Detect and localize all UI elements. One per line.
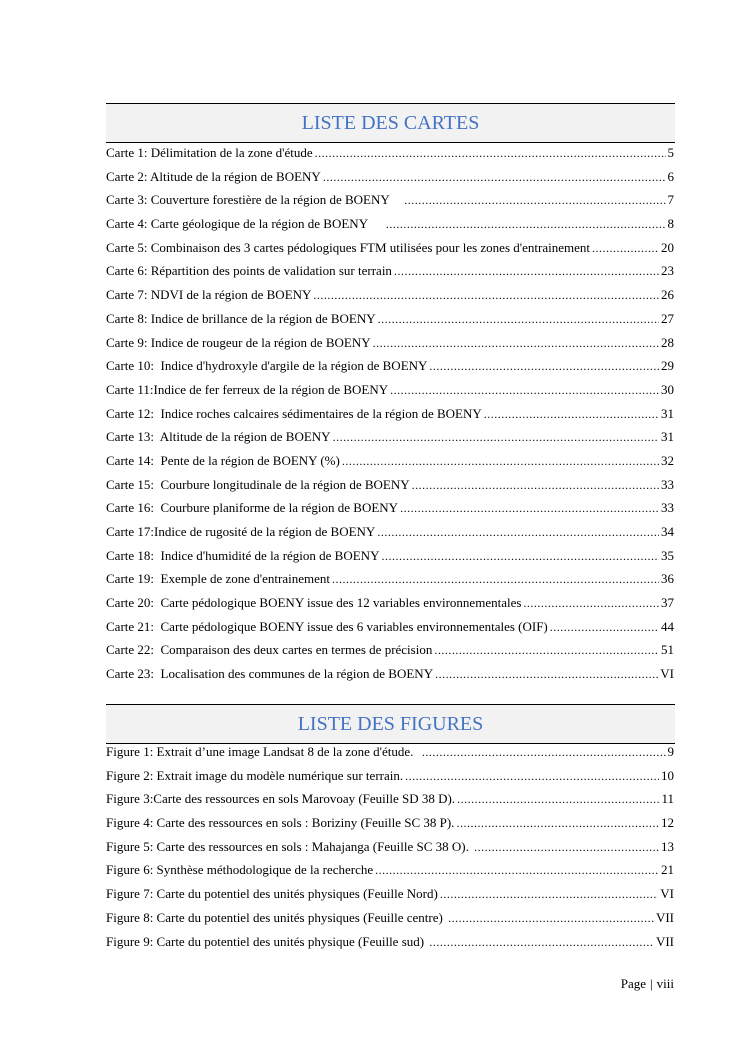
- carte-entry[interactable]: [106, 544, 674, 568]
- figure-entry[interactable]: [106, 858, 674, 882]
- entry-page-number[interactable]: 11: [661, 791, 674, 807]
- entry-label[interactable]: Carte 9: Indice de rougeur de la région de BOENY: [106, 334, 371, 350]
- dot-leader: [457, 788, 659, 811]
- carte-entry[interactable]: [106, 662, 674, 686]
- entry-page-number[interactable]: 21: [661, 862, 674, 878]
- figure-entry[interactable]: [106, 740, 674, 764]
- dot-leader: [523, 592, 659, 615]
- entry-page-number[interactable]: 30: [661, 381, 674, 397]
- carte-entry[interactable]: [106, 638, 674, 662]
- dot-leader: [484, 403, 659, 426]
- dot-leader: [381, 545, 659, 568]
- dot-leader: [412, 474, 659, 497]
- dot-leader: [404, 189, 665, 212]
- entry-page-number[interactable]: 28: [661, 334, 674, 350]
- dot-leader: [323, 166, 666, 189]
- entry-page-number[interactable]: 6: [667, 168, 674, 184]
- entry-label[interactable]: Carte 4: Carte géologique de la région de BOENY: [106, 216, 384, 232]
- entry-label[interactable]: Carte 2: Altitude de la région de BOENY: [106, 168, 321, 184]
- entry-page-number[interactable]: 51: [661, 642, 674, 658]
- entry-page-number[interactable]: 27: [661, 310, 674, 326]
- carte-entry[interactable]: [106, 259, 674, 283]
- figure-entry[interactable]: [106, 906, 674, 930]
- carte-entry[interactable]: [106, 165, 674, 189]
- dot-leader: [332, 568, 659, 591]
- entry-label[interactable]: Figure 1: Extrait d’une image Landsat 8 de la zone d'étude.: [106, 744, 420, 759]
- entry-label[interactable]: Carte 6: Répartition des points de validation sur terrain: [106, 263, 392, 279]
- carte-entry[interactable]: [106, 496, 674, 520]
- entry-label[interactable]: Carte 20: Carte pédologique BOENY issue des 12 variables environnementales: [106, 595, 522, 611]
- dot-leader: [422, 741, 666, 764]
- entry-label[interactable]: Carte 21: Carte pédologique BOENY issue des 6 variables environnementales (OIF): [106, 618, 548, 634]
- entry-label[interactable]: Carte 10: Indice d'hydroxyle d'argile de la région de BOENY: [106, 358, 428, 374]
- dot-leader: [448, 907, 654, 930]
- cartes-list: [106, 141, 674, 686]
- entry-label[interactable]: Carte 15: Courbure longitudinale de la région de BOENY: [106, 476, 410, 492]
- entry-label[interactable]: Figure 3:Carte des ressources en sols Marovoay (Feuille SD 38 D).: [106, 791, 456, 807]
- dot-leader: [429, 931, 654, 954]
- dot-leader: [333, 426, 659, 449]
- entry-label[interactable]: Carte 18: Indice d'humidité de la région de BOENY: [106, 547, 380, 563]
- entry-label[interactable]: Carte 19: Exemple de zone d'entrainement: [106, 571, 330, 587]
- dot-leader: [390, 379, 659, 402]
- entry-page-number[interactable]: 7: [667, 192, 674, 208]
- entry-page-number[interactable]: 36: [661, 571, 674, 587]
- entry-label[interactable]: Carte 8: Indice de brillance de la région de BOENY: [106, 310, 376, 326]
- dot-leader: [394, 260, 659, 283]
- entry-page-number[interactable]: 20: [661, 239, 674, 255]
- entry-page-number[interactable]: 8: [667, 216, 674, 232]
- dot-leader: [375, 859, 659, 882]
- entry-label[interactable]: Carte 3: Couverture forestière de la région de BOENY: [106, 192, 403, 208]
- entry-page-number[interactable]: 44: [661, 618, 674, 634]
- entry-label[interactable]: Carte 23: Localisation des communes de la région de BOENY: [106, 666, 434, 682]
- dot-leader: [373, 332, 659, 355]
- entry-label[interactable]: Carte 22: Comparaison des deux cartes en termes de précision: [106, 642, 433, 658]
- entry-page-number[interactable]: 9: [667, 744, 674, 759]
- entry-page-number[interactable]: 12: [661, 815, 674, 831]
- dot-leader: [456, 812, 659, 835]
- entry-label[interactable]: Carte 14: Pente de la région de BOENY (%): [106, 452, 340, 468]
- entry-page-number[interactable]: 10: [661, 767, 674, 783]
- carte-entry[interactable]: [106, 567, 674, 591]
- entry-label[interactable]: Carte 12: Indice roches calcaires sédimentaires de la région de BOENY: [106, 405, 482, 421]
- entry-page-number[interactable]: VI: [660, 886, 674, 902]
- entry-page-number[interactable]: 29: [661, 358, 674, 374]
- figure-entry[interactable]: [106, 787, 674, 811]
- entry-page-number[interactable]: VII: [655, 909, 674, 925]
- entry-label[interactable]: Figure 8: Carte du potentiel des unités physiques (Feuille centre): [106, 909, 447, 925]
- figures-heading: LISTE DES FIGURES: [106, 704, 675, 744]
- entry-label[interactable]: Carte 5: Combinaison des 3 cartes pédologiques FTM utilisées pour les zones d'entrainement: [106, 239, 590, 255]
- entry-page-number[interactable]: 35: [661, 547, 674, 563]
- entry-page-number[interactable]: 31: [661, 405, 674, 421]
- entry-label[interactable]: Figure 4: Carte des ressources en sols : Boriziny (Feuille SC 38 P).: [106, 815, 455, 831]
- entry-label[interactable]: Figure 2: Extrait image du modèle numérique sur terrain.: [106, 767, 404, 783]
- entry-page-number[interactable]: VII: [655, 933, 674, 949]
- dot-leader: [342, 450, 659, 473]
- entry-page-number[interactable]: 33: [661, 476, 674, 492]
- dot-leader: [378, 308, 659, 331]
- dot-leader: [550, 616, 659, 639]
- dot-leader: [434, 639, 659, 662]
- entry-page-number[interactable]: 5: [667, 145, 674, 160]
- carte-entry[interactable]: [106, 354, 674, 378]
- dot-leader: [474, 836, 659, 859]
- entry-label[interactable]: Carte 11:Indice de fer ferreux de la région de BOENY: [106, 381, 389, 397]
- carte-entry[interactable]: [106, 331, 674, 355]
- carte-entry[interactable]: [106, 591, 674, 615]
- dot-leader: [429, 355, 659, 378]
- entry-page-number[interactable]: 26: [661, 287, 674, 303]
- dot-leader: [440, 883, 658, 906]
- carte-entry[interactable]: [106, 402, 674, 426]
- entry-label[interactable]: Carte 7: NDVI de la région de BOENY: [106, 287, 312, 303]
- entry-page-number[interactable]: 23: [661, 263, 674, 279]
- carte-entry[interactable]: [106, 615, 674, 639]
- carte-entry[interactable]: [106, 188, 674, 212]
- cartes-heading: LISTE DES CARTES: [106, 103, 675, 143]
- footer-page-number: viii: [656, 976, 674, 991]
- dot-leader: [386, 213, 666, 236]
- carte-entry[interactable]: [106, 425, 674, 449]
- entry-label[interactable]: Figure 9: Carte du potentiel des unités physique (Feuille sud): [106, 933, 428, 949]
- dot-leader: [435, 663, 658, 686]
- carte-entry[interactable]: [106, 378, 674, 402]
- entry-page-number[interactable]: 31: [661, 429, 674, 445]
- footer-page-word: Page: [620, 976, 647, 991]
- dot-leader: [377, 521, 659, 544]
- figure-entry[interactable]: [106, 882, 674, 906]
- carte-entry[interactable]: [106, 307, 674, 331]
- carte-entry[interactable]: [106, 236, 674, 260]
- entry-page-number[interactable]: 33: [661, 500, 674, 516]
- entry-page-number[interactable]: VI: [660, 666, 674, 682]
- entry-page-number[interactable]: 37: [661, 595, 674, 611]
- carte-entry[interactable]: [106, 449, 674, 473]
- entry-page-number[interactable]: 34: [661, 524, 674, 539]
- figure-entry[interactable]: [106, 930, 674, 954]
- entry-label[interactable]: Figure 7: Carte du potentiel des unités physiques (Feuille Nord): [106, 886, 438, 902]
- dot-leader: [400, 497, 659, 520]
- carte-entry[interactable]: [106, 141, 674, 165]
- carte-entry[interactable]: [106, 212, 674, 236]
- dot-leader: [315, 142, 666, 165]
- dot-leader: [405, 765, 659, 788]
- entry-label[interactable]: Carte 13: Altitude de la région de BOENY: [106, 429, 331, 445]
- entry-label[interactable]: Carte 17:Indice de rugosité de la région de BOENY: [106, 524, 376, 539]
- figures-list: [106, 740, 674, 953]
- entry-label[interactable]: Carte 16: Courbure planiforme de la région de BOENY: [106, 500, 399, 516]
- footer-separator: |: [650, 976, 653, 991]
- figure-entry[interactable]: [106, 764, 674, 788]
- entry-page-number[interactable]: 13: [661, 838, 674, 854]
- page-footer: [621, 975, 674, 993]
- figure-entry[interactable]: [106, 811, 674, 835]
- dot-leader: [313, 284, 659, 307]
- figure-entry[interactable]: [106, 835, 674, 859]
- carte-entry[interactable]: [106, 520, 674, 544]
- entry-label[interactable]: Figure 6: Synthèse méthodologique de la recherche: [106, 862, 374, 878]
- entry-label[interactable]: Figure 5: Carte des ressources en sols : Mahajanga (Feuille SC 38 O).: [106, 838, 473, 854]
- entry-label[interactable]: Carte 1: Délimitation de la zone d'étude: [106, 145, 313, 160]
- carte-entry[interactable]: [106, 283, 674, 307]
- entry-page-number[interactable]: 32: [661, 452, 674, 468]
- dot-leader: [592, 237, 659, 260]
- carte-entry[interactable]: [106, 473, 674, 497]
